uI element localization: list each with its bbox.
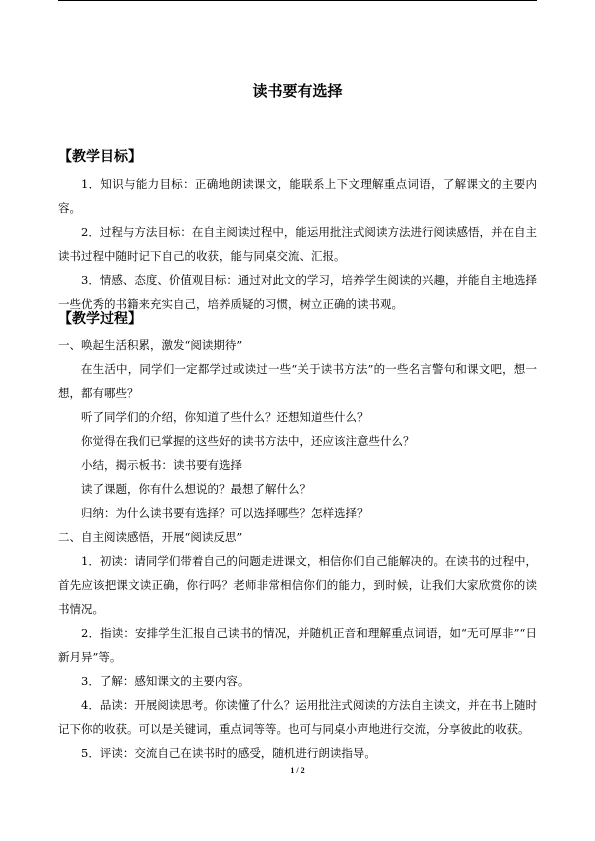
header-rule — [58, 0, 537, 1]
part1-line-4: 读了课题，你有什么想说的？最想了解什么？ — [81, 482, 311, 496]
part2-item-2: 2．指读：安排学生汇报自己读书的情况，并随机正音和理解重点词语，如“无可厚非”“日新月异”等。 — [58, 626, 537, 664]
part2-heading: 二、自主阅读感悟，开展“阅读反思” — [58, 530, 243, 544]
goal-1: 1．知识与能力目标：正确地朗读课文，能联系上下文理解重点词语，了解课文的主要内容。 — [58, 177, 537, 215]
document-title: 读书要有选择 — [252, 82, 343, 100]
part1-line-2: 你觉得在我们已掌握的这些好的读书方法中，还应该注意些什么？ — [81, 434, 415, 448]
goal-2: 2．过程与方法目标：在自主阅读过程中，能运用批注式阅读方法进行阅读感悟，并在自主读书过程中随时记下自己的收获，能与同桌交流、汇报。 — [58, 225, 537, 263]
part2-item-4: 4．品读：开展阅读思考。你读懂了什么？运用批注式阅读的方法自主读文，并在书上随时记下你的收获。可以是关键词，重点词等等。也可与同桌小声地进行交流，分享彼此的收获。 — [58, 698, 537, 736]
section-heading-goals: 【教学目标】 — [58, 149, 142, 165]
part2-item-1: 1．初读：请同学们带着自己的问题走进课文，相信你们自己能解决的。在读书的过程中，首先应该把课文读正确，你行吗？老师非常相信你们的能力，到时候，让我们大家欣赏你的读书情况。 — [58, 554, 537, 616]
part2-item-3: 3．了解：感知课文的主要内容。 — [81, 674, 250, 688]
part1-line-3: 小结，揭示板书：读书要有选择 — [81, 458, 242, 472]
part1-line-1: 听了同学们的介绍，你知道了些什么？还想知道些什么？ — [81, 410, 369, 424]
page-number: 1 / 2 — [290, 766, 305, 775]
goal-3: 3．情感、态度、价值观目标：通过对此文的学习，培养学生阅读的兴趣，并能自主地选择一些优秀的书籍来充实自己，培养质疑的习惯，树立正确的读书观。 — [58, 273, 537, 311]
part2-item-5: 5．评读：交流自己在读书时的感受，随机进行朗读指导。 — [81, 746, 376, 760]
part1-line-5: 归纳：为什么读书要有选择？可以选择哪些？怎样选择？ — [81, 506, 369, 520]
part1-paragraph-1: 在生活中，同学们一定都学过或读过一些“关于读书方法”的一些名言警句和课文吧，想一想，都有哪些？ — [58, 362, 537, 400]
section-heading-process: 【教学过程】 — [58, 311, 142, 327]
part1-heading: 一、唤起生活积累，激发“阅读期待” — [58, 338, 243, 352]
